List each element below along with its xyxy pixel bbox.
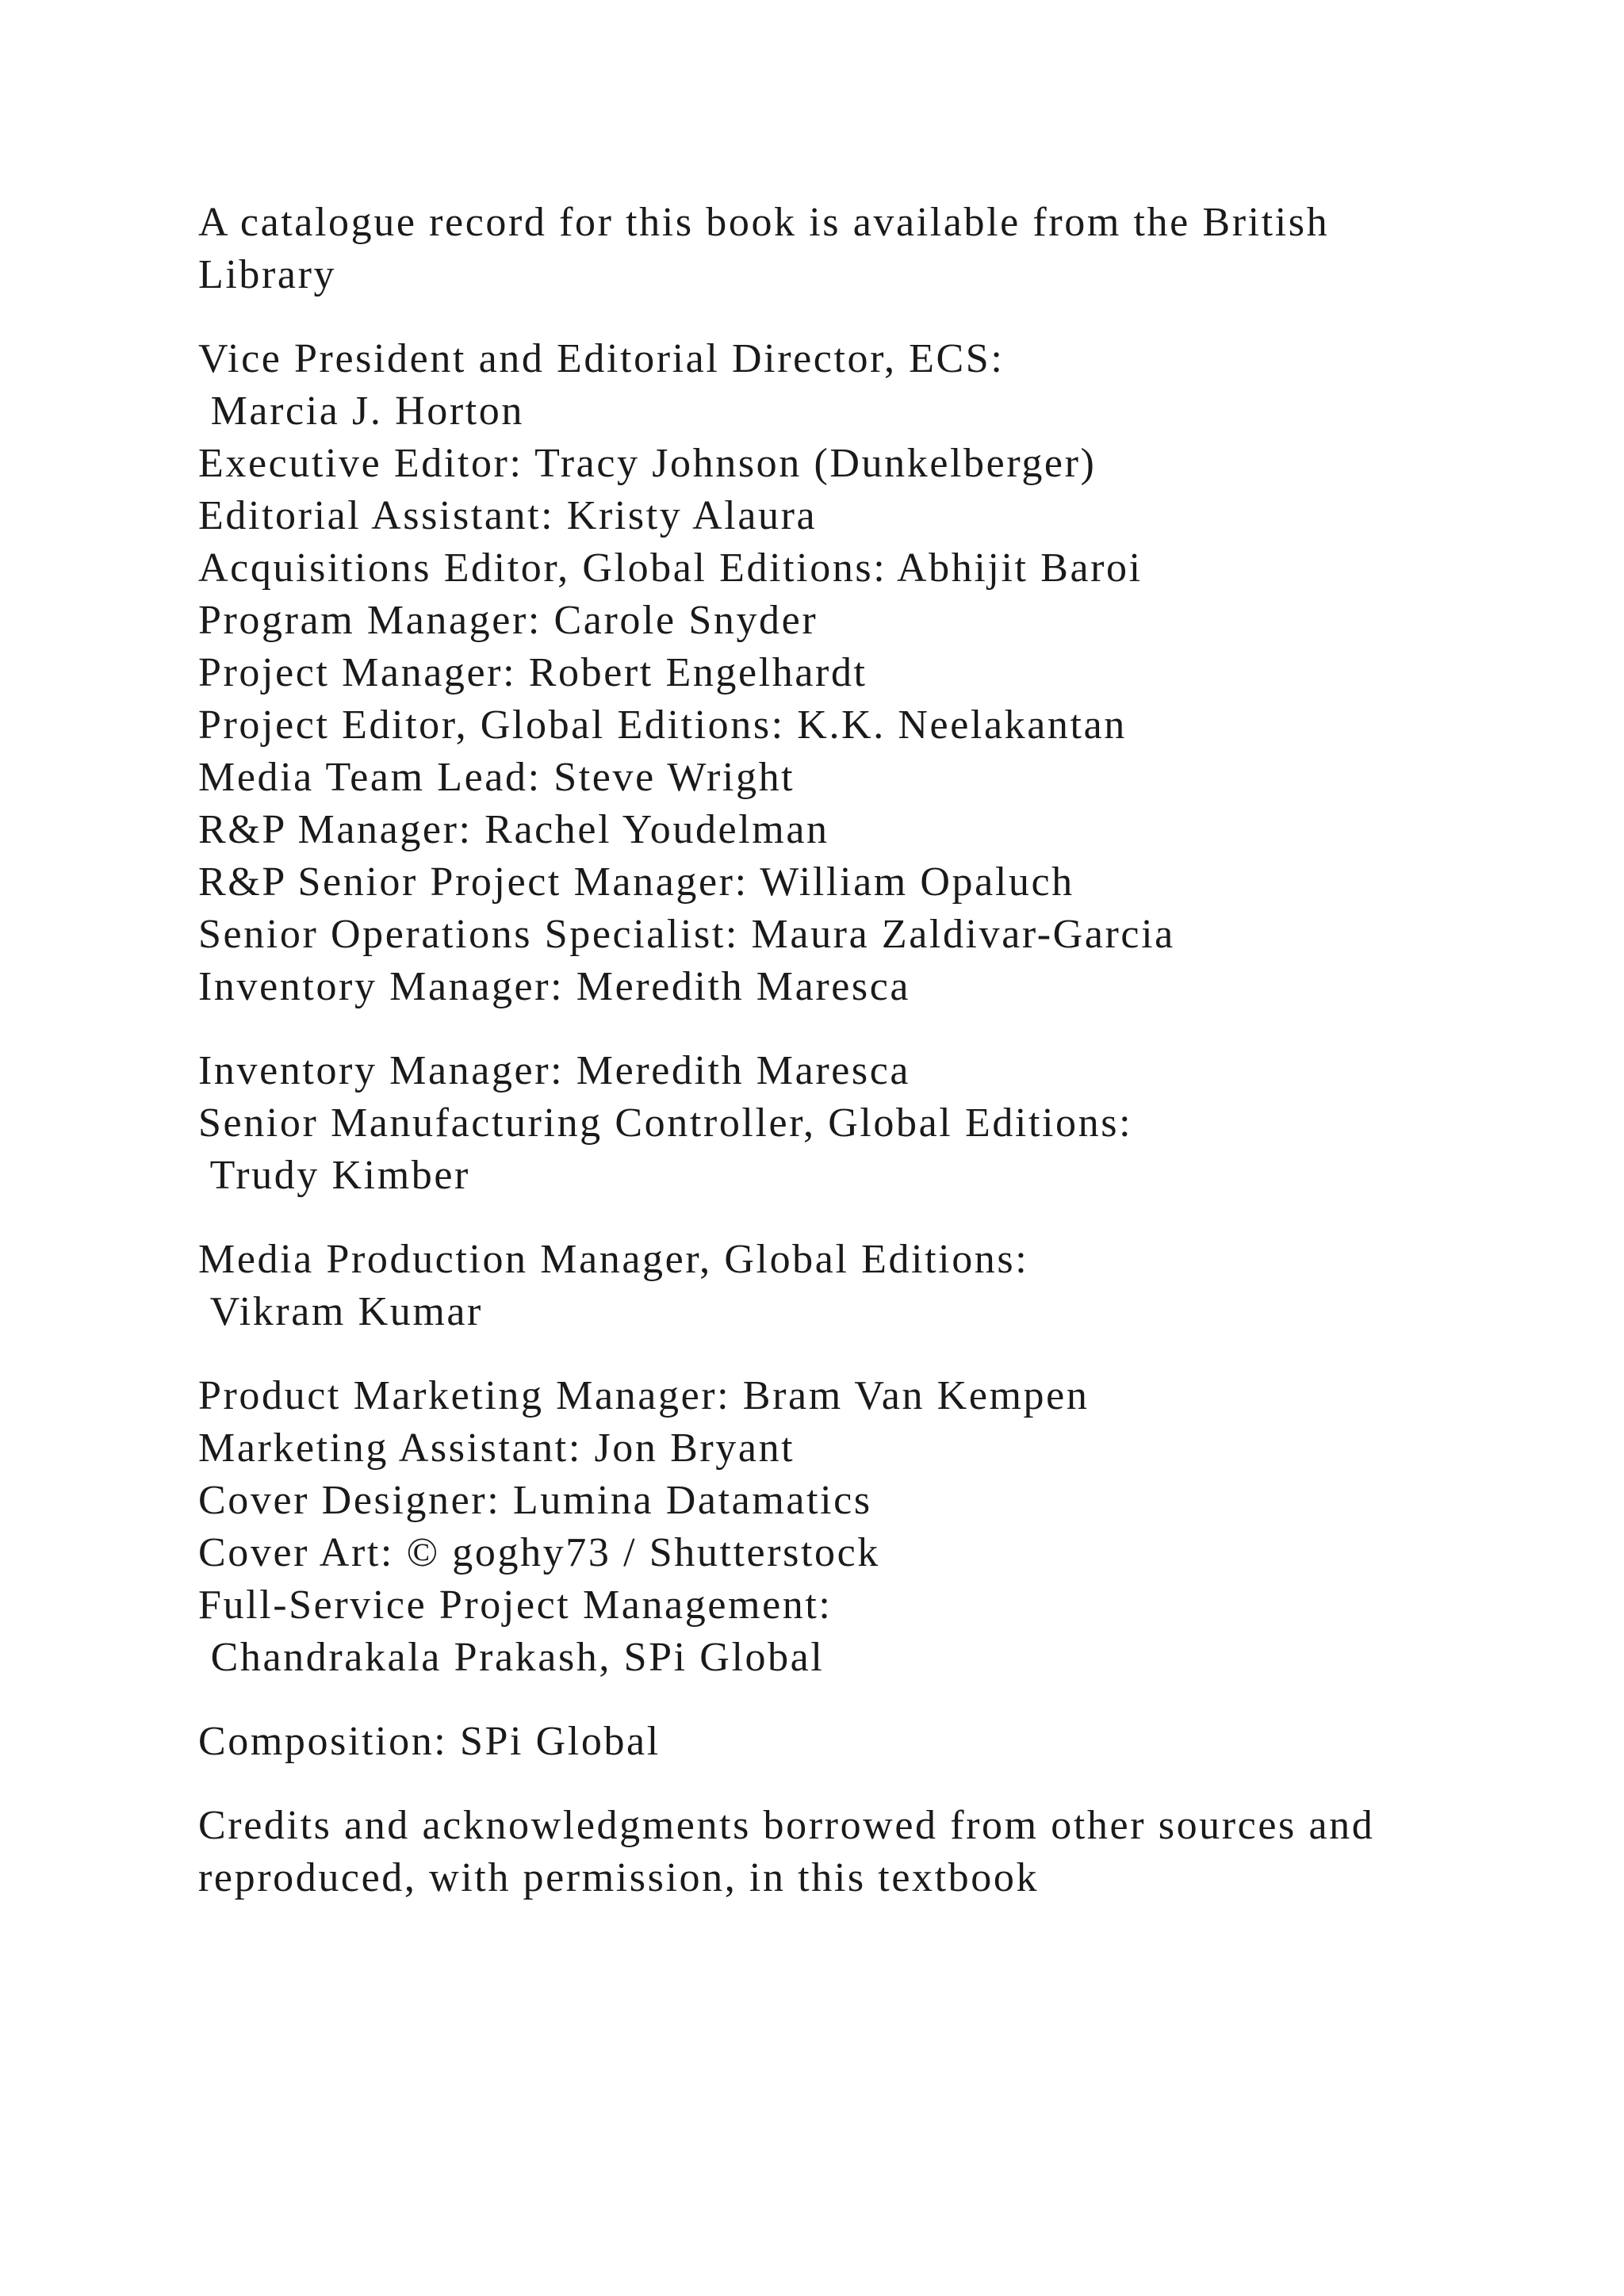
credits-text-block — [198, 197, 1507, 1904]
staff-line: R&P Senior Project Manager: William Opaluch — [198, 859, 1074, 905]
staff-line: Marketing Assistant: Jon Bryant — [198, 1425, 795, 1471]
staff-line: Project Manager: Robert Engelhardt — [198, 650, 868, 695]
staff-line: Vice President and Editorial Director, ECS: — [198, 336, 1005, 381]
staff-line: Editorial Assistant: Kristy Alaura — [198, 493, 818, 538]
staff-line: Media Team Lead: Steve Wright — [198, 755, 795, 800]
credits-line-2: reproduced, with permission, in this textbook — [198, 1855, 1040, 1900]
staff-list-group-4 — [198, 1370, 1507, 1684]
staff-line: Cover Designer: Lumina Datamatics — [198, 1478, 872, 1523]
staff-line: R&P Manager: Rachel Youdelman — [198, 807, 829, 852]
staff-line: Cover Art: © goghy73 / Shutterstock — [198, 1530, 880, 1575]
staff-line: Program Manager: Carole Snyder — [198, 598, 818, 643]
staff-line: Senior Manufacturing Controller, Global Editions: — [198, 1100, 1133, 1146]
credits-line-1: Credits and acknowledgments borrowed from other sources and — [198, 1803, 1375, 1848]
catalogue-line-1: A catalogue record for this book is available from the British — [198, 200, 1330, 245]
staff-line: Inventory Manager: Meredith Maresca — [198, 1048, 911, 1093]
composition-paragraph — [198, 1716, 1507, 1768]
staff-line: Acquisitions Editor, Global Editions: Abhijit Baroi — [198, 545, 1143, 591]
composition-line: Composition: SPi Global — [198, 1719, 661, 1764]
staff-list-group-3 — [198, 1234, 1507, 1338]
staff-line: Full-Service Project Management: — [198, 1582, 833, 1628]
staff-line: Product Marketing Manager: Bram Van Kempen — [198, 1373, 1090, 1418]
staff-line: Inventory Manager: Meredith Maresca — [198, 964, 911, 1009]
staff-line: Executive Editor: Tracy Johnson (Dunkelberger) — [198, 441, 1097, 486]
staff-line: Trudy Kimber — [198, 1153, 470, 1198]
staff-line: Chandrakala Prakash, SPi Global — [198, 1635, 825, 1680]
staff-line: Project Editor, Global Editions: K.K. Neelakantan — [198, 702, 1127, 748]
credits-paragraph — [198, 1800, 1507, 1904]
catalogue-record-paragraph — [198, 197, 1507, 301]
staff-line: Senior Operations Specialist: Maura Zaldivar-Garcia — [198, 912, 1175, 957]
catalogue-line-2: Library — [198, 252, 337, 297]
staff-line: Vikram Kumar — [198, 1289, 483, 1334]
staff-line: Marcia J. Horton — [198, 388, 524, 434]
staff-line: Media Production Manager, Global Editions: — [198, 1237, 1029, 1282]
staff-list-group-2 — [198, 1045, 1507, 1202]
staff-list-group-1 — [198, 333, 1507, 1013]
